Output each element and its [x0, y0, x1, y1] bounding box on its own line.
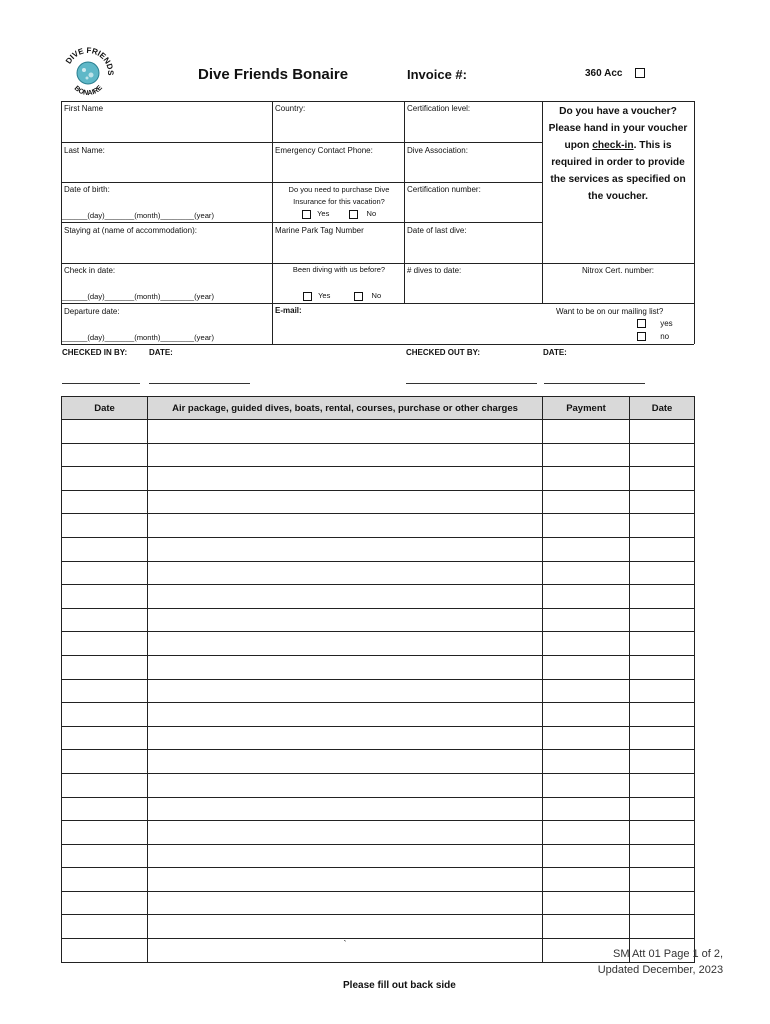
payment-cell[interactable]: [543, 443, 630, 467]
been-diving-options: [303, 290, 381, 302]
insurance-q2: Insurance for this vacation?: [293, 197, 385, 206]
date2-cell[interactable]: [630, 726, 695, 750]
charges-cell[interactable]: `: [148, 939, 543, 963]
checked-out-date-line[interactable]: [544, 383, 645, 384]
voucher-line-4: required in order to provide: [551, 157, 685, 168]
email-field[interactable]: E-mail:: [275, 306, 302, 315]
date2-cell[interactable]: [630, 632, 695, 656]
date2-cell[interactable]: [630, 420, 695, 444]
date2-cell[interactable]: [630, 750, 695, 774]
table-row: [62, 868, 695, 892]
header-date-2: Date: [630, 397, 695, 420]
mailing-list-question: Want to be on our mailing list?: [556, 307, 664, 316]
voucher-line-5: the services as specified on: [550, 174, 686, 185]
charges-cell[interactable]: [148, 443, 543, 467]
payment-cell[interactable]: [543, 632, 630, 656]
last-dive-field[interactable]: Date of last dive:: [407, 226, 467, 235]
payment-cell[interactable]: [543, 420, 630, 444]
date-cell[interactable]: [62, 797, 148, 821]
date2-cell[interactable]: [630, 703, 695, 727]
dive-association-field[interactable]: Dive Association:: [407, 146, 468, 155]
been-diving-no-label: No: [371, 291, 382, 300]
date-cell[interactable]: [62, 537, 148, 561]
payment-cell[interactable]: [543, 585, 630, 609]
charges-cell[interactable]: [148, 467, 543, 491]
date-cell[interactable]: [62, 608, 148, 632]
charges-cell[interactable]: [148, 679, 543, 703]
table-row: [62, 467, 695, 491]
been-diving-yes-checkbox[interactable]: [303, 292, 312, 301]
cert-level-field[interactable]: Certification level:: [407, 104, 471, 113]
checked-in-date-line[interactable]: [149, 383, 250, 384]
date2-cell[interactable]: [630, 797, 695, 821]
last-name-field[interactable]: Last Name:: [64, 146, 105, 155]
charges-cell[interactable]: [148, 537, 543, 561]
mailing-no-option: [637, 331, 669, 342]
table-row: [62, 844, 695, 868]
checked-in-by-label: CHECKED IN BY:: [62, 348, 128, 357]
charges-cell[interactable]: [148, 585, 543, 609]
charges-cell[interactable]: [148, 891, 543, 915]
table-row: [62, 726, 695, 750]
svg-text:BONAIRE: [73, 84, 104, 97]
mailing-no-label: no: [660, 332, 670, 341]
insurance-no-label: No: [366, 209, 377, 218]
table-row: [62, 679, 695, 703]
date-cell[interactable]: [62, 844, 148, 868]
charges-cell[interactable]: [148, 844, 543, 868]
date-cell[interactable]: [62, 821, 148, 845]
date2-cell[interactable]: [630, 608, 695, 632]
charges-cell[interactable]: [148, 703, 543, 727]
payment-cell[interactable]: [543, 561, 630, 585]
insurance-yes-checkbox[interactable]: [302, 210, 311, 219]
header-date: Date: [62, 397, 148, 420]
table-row: [62, 703, 695, 727]
table-row: [62, 537, 695, 561]
charges-cell[interactable]: [148, 726, 543, 750]
voucher-notice: [542, 103, 694, 205]
payment-cell[interactable]: [543, 514, 630, 538]
date-cell[interactable]: [62, 679, 148, 703]
date-cell[interactable]: [62, 561, 148, 585]
payment-cell[interactable]: [543, 608, 630, 632]
checked-out-by-label: CHECKED OUT BY:: [406, 348, 481, 357]
been-diving-yes-label: Yes: [318, 291, 331, 300]
date2-cell[interactable]: [630, 891, 695, 915]
charges-header-row: [62, 397, 695, 420]
payment-cell[interactable]: [543, 467, 630, 491]
insurance-options: [302, 208, 376, 220]
date-cell[interactable]: [62, 939, 148, 963]
date-cell[interactable]: [62, 490, 148, 514]
departure-line: ______(day)_______(month)________(year): [62, 333, 214, 342]
marine-park-tag-field[interactable]: Marine Park Tag Number: [275, 226, 364, 235]
acc-label: 360 Acc: [585, 68, 623, 79]
charges-cell[interactable]: [148, 561, 543, 585]
updated-line: Updated December, 2023: [597, 964, 724, 976]
payment-cell[interactable]: [543, 726, 630, 750]
payment-cell[interactable]: [543, 703, 630, 727]
company-name: Dive Friends Bonaire: [198, 66, 349, 83]
table-row: [62, 443, 695, 467]
date-cell[interactable]: [62, 703, 148, 727]
date2-cell[interactable]: [630, 467, 695, 491]
payment-cell[interactable]: [543, 868, 630, 892]
date2-cell[interactable]: [630, 773, 695, 797]
mailing-yes-checkbox[interactable]: [637, 319, 646, 328]
date-cell[interactable]: [62, 585, 148, 609]
voucher-line-2: Please hand in your voucher: [548, 123, 688, 134]
payment-cell[interactable]: [543, 915, 630, 939]
voucher-line-1: Do you have a voucher?: [559, 106, 677, 117]
date2-cell[interactable]: [630, 821, 695, 845]
table-row: [62, 608, 695, 632]
doc-ref-line: SM Att 01 Page 1 of 2,: [613, 948, 724, 960]
table-row: [62, 939, 695, 963]
date-cell[interactable]: [62, 891, 148, 915]
date2-cell[interactable]: [630, 915, 695, 939]
emergency-phone-field[interactable]: Emergency Contact Phone:: [275, 146, 373, 155]
date-cell[interactable]: [62, 420, 148, 444]
cert-number-field[interactable]: Certification number:: [407, 185, 481, 194]
charges-cell[interactable]: [148, 915, 543, 939]
date-cell[interactable]: [62, 655, 148, 679]
date-cell[interactable]: [62, 443, 148, 467]
mailing-yes-option: [637, 318, 673, 329]
date-cell[interactable]: [62, 514, 148, 538]
insurance-question: [274, 184, 404, 208]
charges-cell[interactable]: [148, 773, 543, 797]
payment-cell[interactable]: [543, 537, 630, 561]
date2-cell[interactable]: [630, 561, 695, 585]
back-side-note: Please fill out back side: [343, 980, 456, 991]
table-row: [62, 632, 695, 656]
charges-cell[interactable]: [148, 632, 543, 656]
table-row: [62, 561, 695, 585]
charges-cell[interactable]: [148, 750, 543, 774]
charges-cell[interactable]: [148, 514, 543, 538]
payment-cell[interactable]: [543, 844, 630, 868]
date2-cell[interactable]: [630, 443, 695, 467]
date2-cell[interactable]: [630, 537, 695, 561]
payment-cell[interactable]: [543, 821, 630, 845]
charges-cell[interactable]: [148, 608, 543, 632]
date2-cell[interactable]: [630, 844, 695, 868]
table-row: [62, 655, 695, 679]
date-cell[interactable]: [62, 773, 148, 797]
country-field[interactable]: Country:: [275, 104, 306, 113]
charges-cell[interactable]: [148, 868, 543, 892]
payment-cell[interactable]: [543, 490, 630, 514]
doc-reference: [597, 946, 724, 978]
payment-cell[interactable]: [543, 655, 630, 679]
table-row: [62, 750, 695, 774]
charges-table: [61, 396, 695, 963]
charges-cell[interactable]: [148, 490, 543, 514]
payment-cell[interactable]: [543, 797, 630, 821]
logo-bottom-text: BONAIRE: [72, 84, 104, 98]
date2-cell[interactable]: [630, 679, 695, 703]
dob-field[interactable]: Date of birth:: [64, 185, 110, 194]
payment-cell[interactable]: [543, 750, 630, 774]
dives-to-date-field[interactable]: # dives to date:: [407, 266, 462, 275]
departure-field[interactable]: Departure date:: [64, 307, 120, 316]
date2-cell[interactable]: [630, 490, 695, 514]
table-row: [62, 891, 695, 915]
charges-cell[interactable]: [148, 420, 543, 444]
date-cell[interactable]: [62, 868, 148, 892]
invoice-label: Invoice #:: [407, 67, 467, 82]
table-row: [62, 797, 695, 821]
checked-in-date-label: DATE:: [149, 348, 173, 357]
company-logo: [60, 45, 116, 101]
acc-checkbox[interactable]: [635, 68, 645, 78]
staying-at-field[interactable]: Staying at (name of accommodation):: [64, 226, 197, 235]
date2-cell[interactable]: [630, 585, 695, 609]
been-diving-no-checkbox[interactable]: [354, 292, 363, 301]
voucher-line-6: the voucher.: [587, 191, 648, 202]
charges-cell[interactable]: [148, 655, 543, 679]
table-row: [62, 585, 695, 609]
payment-cell[interactable]: [543, 891, 630, 915]
insurance-no-checkbox[interactable]: [349, 210, 358, 219]
date-cell[interactable]: [62, 750, 148, 774]
table-row: [62, 773, 695, 797]
checked-in-by-line[interactable]: [62, 383, 140, 384]
date-cell[interactable]: [62, 632, 148, 656]
voucher-line-3: upon check-in. This is: [564, 140, 672, 151]
charges-cell[interactable]: [148, 797, 543, 821]
date2-cell[interactable]: [630, 514, 695, 538]
charges-cell[interactable]: [148, 821, 543, 845]
date-cell[interactable]: [62, 915, 148, 939]
date-cell[interactable]: [62, 467, 148, 491]
checked-out-by-line[interactable]: [406, 383, 537, 384]
mailing-no-checkbox[interactable]: [637, 332, 646, 341]
acc-360: [585, 68, 645, 79]
mailing-yes-label: yes: [660, 319, 673, 328]
check-in-line: ______(day)_______(month)________(year): [62, 292, 214, 301]
payment-cell[interactable]: [543, 679, 630, 703]
been-diving-question: Been diving with us before?: [292, 265, 386, 274]
table-row: [62, 490, 695, 514]
payment-cell[interactable]: [543, 773, 630, 797]
dob-line: ______(day)_______(month)________(year): [62, 211, 214, 220]
table-row: [62, 821, 695, 845]
header-charges: Air package, guided dives, boats, rental, courses, purchase or other charges: [148, 397, 543, 420]
nitrox-cert-field[interactable]: Nitrox Cert. number:: [581, 266, 655, 275]
header-payment: Payment: [543, 397, 630, 420]
table-row: [62, 915, 695, 939]
insurance-q1: Do you need to purchase Dive: [288, 185, 390, 194]
logo-top-text: DIVE FRIENDS: [63, 45, 116, 76]
table-row: [62, 514, 695, 538]
checked-out-date-label: DATE:: [543, 348, 567, 357]
date2-cell[interactable]: [630, 655, 695, 679]
insurance-yes-label: Yes: [317, 209, 330, 218]
date-cell[interactable]: [62, 726, 148, 750]
date2-cell[interactable]: [630, 868, 695, 892]
table-row: [62, 420, 695, 444]
check-in-field[interactable]: Check in date:: [64, 266, 116, 275]
first-name-field[interactable]: First Name: [64, 104, 104, 113]
